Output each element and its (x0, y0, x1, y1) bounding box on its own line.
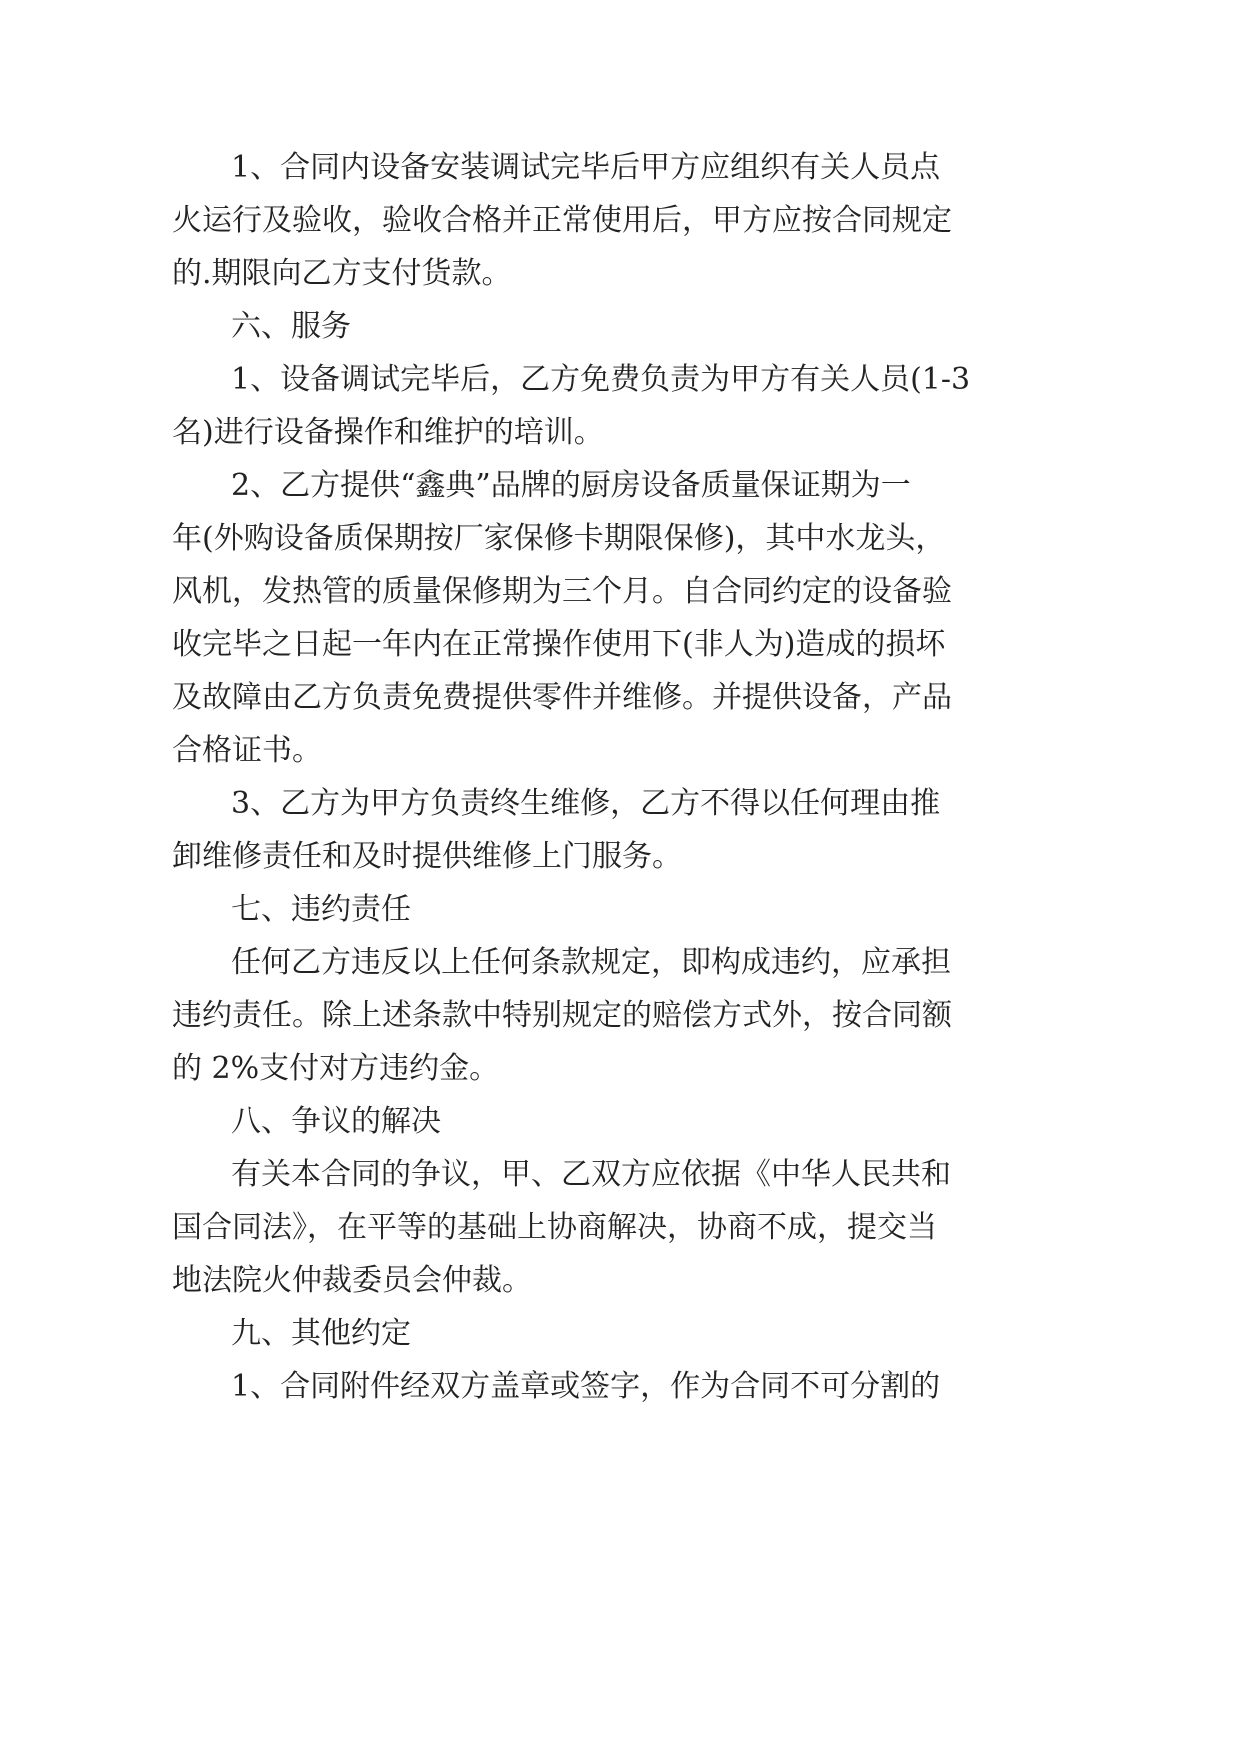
section-heading: 八、争议的解决 (231, 1104, 441, 1139)
text-line: 1、合同附件经双方盖章或签字，作为合同不可分割的 (231, 1369, 941, 1404)
text-line: 任何乙方违反以上任何条款规定，即构成违约，应承担 (231, 945, 951, 980)
text-line: 1、设备调试完毕后，乙方免费负责为甲方有关人员(1-3 (231, 362, 971, 397)
text-line: 及故障由乙方负责免费提供零件并维修。并提供设备，产品 (172, 680, 952, 715)
text-line: 年(外购设备质保期按厂家保修卡期限保修)，其中水龙头， (172, 521, 946, 556)
text-line: 风机，发热管的质量保修期为三个月。自合同约定的设备验 (172, 574, 952, 609)
text-line: 2、乙方提供“鑫典”品牌的厨房设备质量保证期为一 (231, 468, 911, 503)
text-line: 名)进行设备操作和维护的培训。 (172, 415, 604, 450)
text-line: 有关本合同的争议，甲、乙双方应依据《中华人民共和 (231, 1157, 951, 1192)
text-line: 地法院火仲裁委员会仲裁。 (172, 1263, 532, 1298)
text-line: 的.期限向乙方支付货款。 (172, 256, 512, 291)
text-line: 1、合同内设备安装调试完毕后甲方应组织有关人员点 (231, 150, 941, 185)
text-line: 违约责任。除上述条款中特别规定的赔偿方式外，按合同额 (172, 998, 952, 1033)
text-line: 火运行及验收，验收合格并正常使用后，甲方应按合同规定 (172, 203, 952, 238)
text-line: 国合同法》，在平等的基础上协商解决，协商不成，提交当 (172, 1210, 937, 1245)
text-line: 收完毕之日起一年内在正常操作使用下(非人为)造成的损坏 (172, 627, 946, 662)
text-line: 的 2%支付对方违约金。 (172, 1051, 500, 1086)
section-heading: 六、服务 (231, 309, 351, 344)
section-heading: 九、其他约定 (231, 1316, 411, 1351)
text-line: 合格证书。 (172, 733, 322, 768)
section-heading: 七、违约责任 (231, 892, 411, 927)
text-line: 3、乙方为甲方负责终生维修，乙方不得以任何理由推 (231, 786, 941, 821)
text-line: 卸维修责任和及时提供维修上门服务。 (172, 839, 682, 874)
